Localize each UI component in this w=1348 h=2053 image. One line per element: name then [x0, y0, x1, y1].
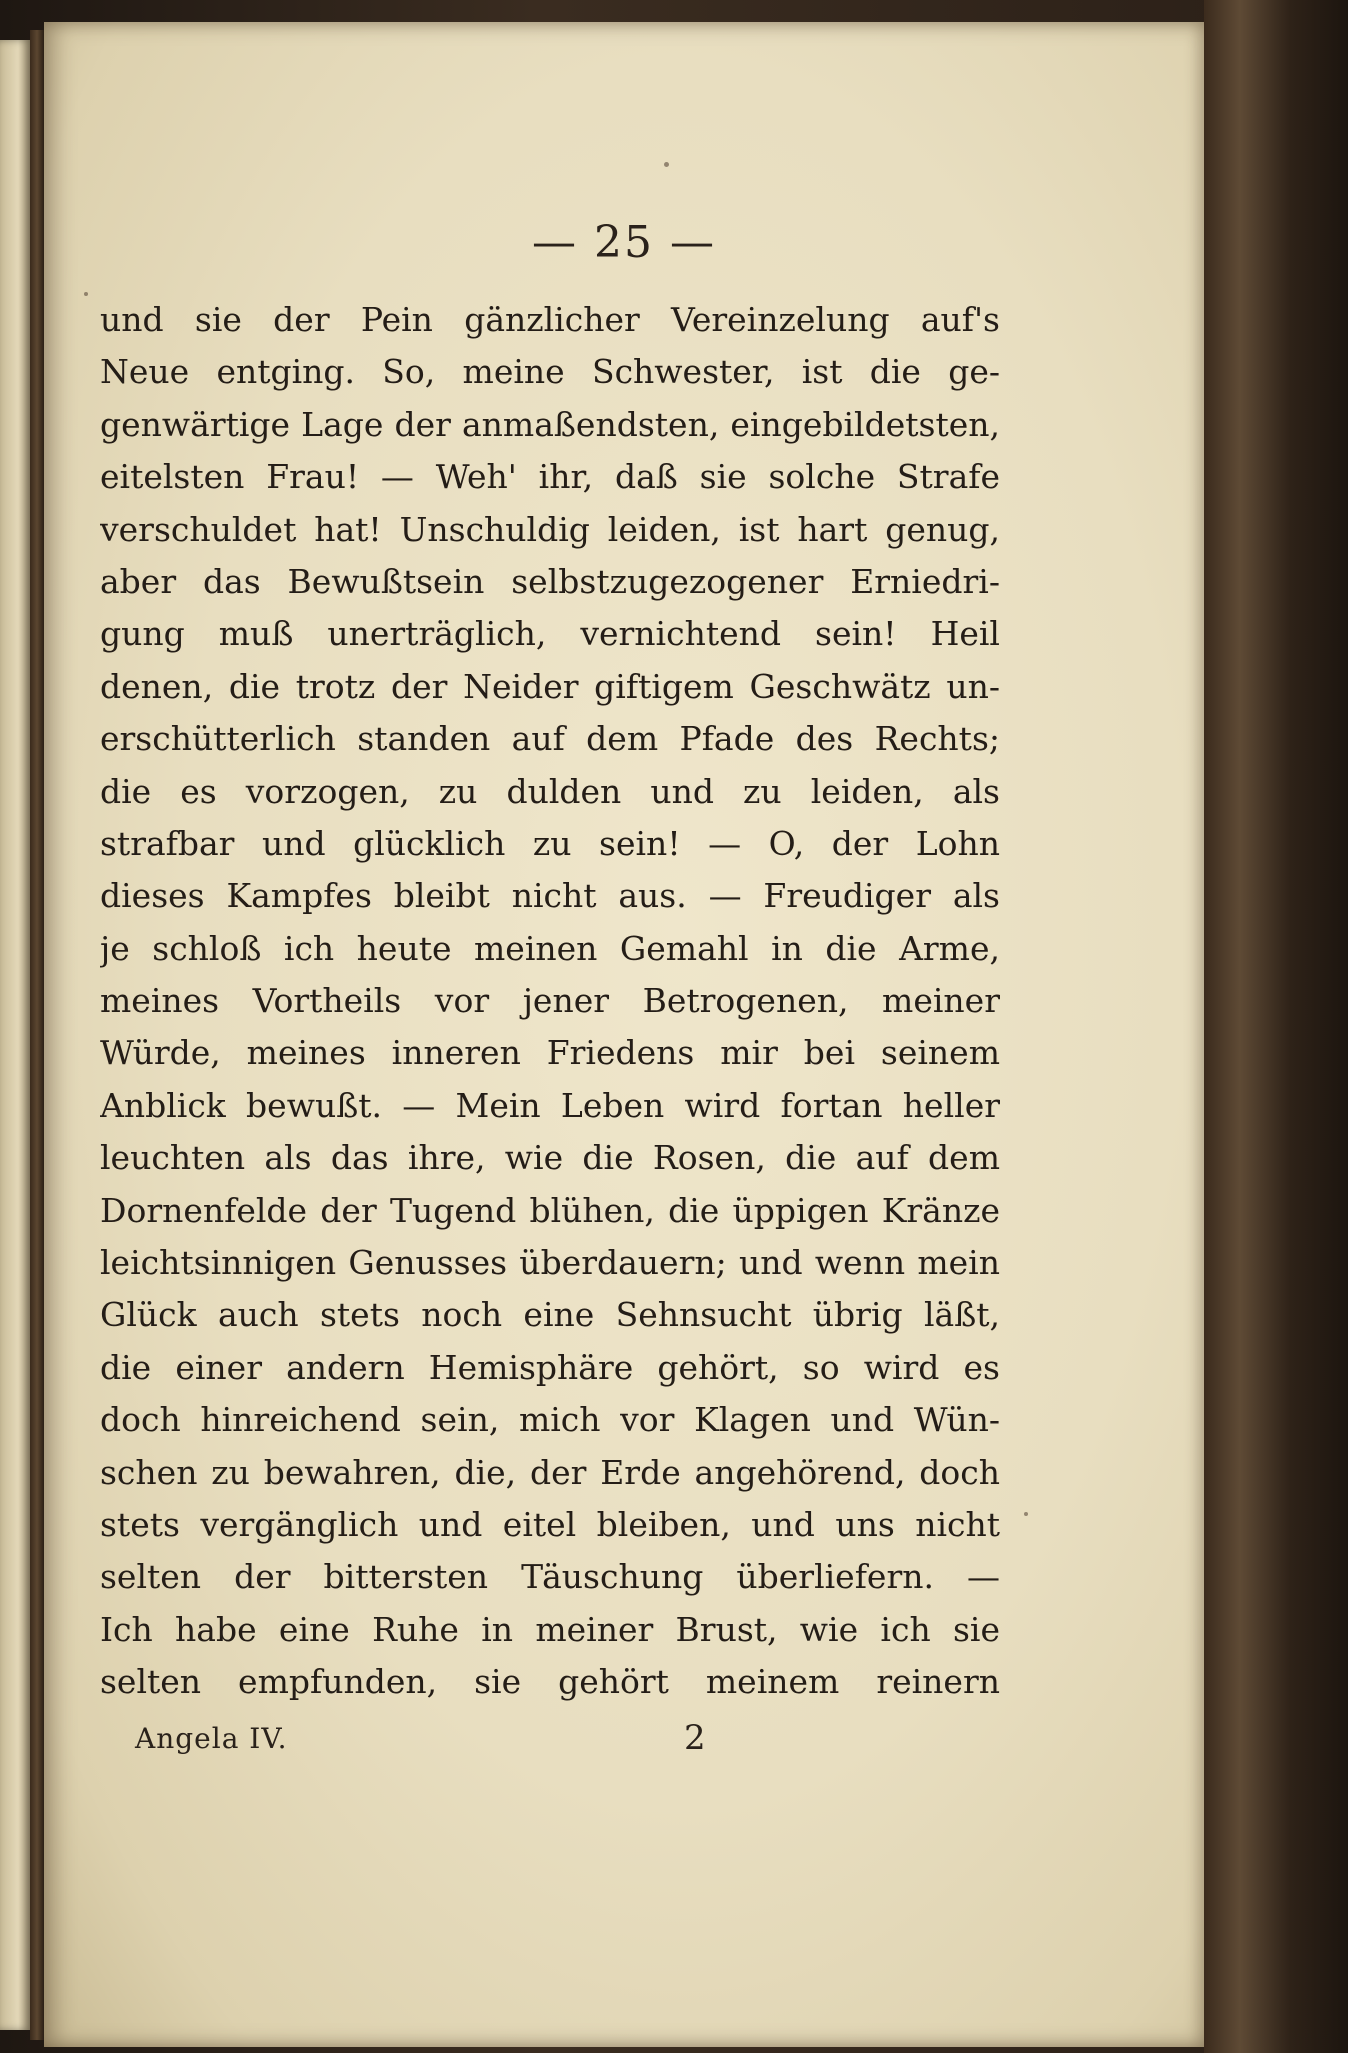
facing-page-edge: [0, 40, 30, 2030]
text-line: erschütterlich standen auf dem Pfade des Rechts;: [100, 719, 1000, 759]
text-line: verschuldet hat! Unschuldig leiden, ist hart genug,: [100, 509, 1000, 549]
text-line: Glück auch stets noch eine Sehnsucht übrig läßt,: [100, 1295, 1000, 1335]
text-line: strafbar und glücklich zu sein! — O, der Lohn: [100, 823, 1000, 863]
text-line: genwärtige Lage der anmaßendsten, eingebildetsten,: [100, 404, 1000, 444]
page-number: — 25 —: [532, 217, 716, 268]
text-line: stets vergänglich und eitel bleiben, und uns nicht: [100, 1504, 1000, 1544]
text-line: je schloß ich heute meinen Gemahl in die Arme,: [100, 928, 1000, 968]
paper-speck: [664, 162, 669, 167]
text-line: die einer andern Hemisphäre gehört, so wird es: [100, 1347, 1000, 1387]
text-line: Ich habe eine Ruhe in meiner Brust, wie ich sie: [100, 1609, 1000, 1649]
book-binding: [30, 30, 44, 2040]
text-line: gung muß unerträglich, vernichtend sein! Heil: [100, 614, 1000, 654]
paper-speck: [84, 292, 88, 296]
text-line: dieses Kampfes bleibt nicht aus. — Freudiger als: [100, 876, 1000, 916]
text-line: selten der bittersten Täuschung überliefern. —: [100, 1557, 1000, 1597]
text-line: Anblick bewußt. — Mein Leben wird fortan heller: [100, 1085, 1000, 1125]
text-line: Dornenfelde der Tugend blühen, die üppigen Kränze: [100, 1190, 1000, 1230]
text-line: doch hinreichend sein, mich vor Klagen und Wün-: [100, 1400, 1000, 1440]
text-line: leuchten als das ihre, wie die Rosen, die auf dem: [100, 1138, 1000, 1178]
text-line: leichtsinnigen Genusses überdauern; und wenn mein: [100, 1243, 1000, 1283]
text-line: die es vorzogen, zu dulden und zu leiden, als: [100, 771, 1000, 811]
text-line: aber das Bewußtsein selbstzugezogener Erniedri-: [100, 561, 1000, 601]
text-line: selten empfunden, sie gehört meinem reinern: [100, 1662, 1000, 1702]
printer-signature: Angela IV.: [135, 1722, 288, 1755]
text-line: meines Vortheils vor jener Betrogenen, meiner: [100, 981, 1000, 1021]
text-line: eitelsten Frau! — Weh' ihr, daß sie solche Strafe: [100, 457, 1000, 497]
text-line: Neue entging. So, meine Schwester, ist die ge-: [100, 352, 1000, 392]
text-line: denen, die trotz der Neider giftigem Geschwätz un-: [100, 666, 1000, 706]
text-line: Würde, meines inneren Friedens mir bei seinem: [100, 1033, 1000, 1073]
page-body-text: [100, 294, 1000, 1709]
book-page: [44, 22, 1204, 2047]
paper-speck: [1024, 1512, 1028, 1516]
text-line: und sie der Pein gänzlicher Vereinzelung auf's: [100, 300, 1000, 339]
page-footer: [100, 1718, 1000, 1772]
book-cover-edge: [1204, 0, 1348, 2053]
sheet-number: 2: [684, 1718, 706, 1758]
text-line: schen zu bewahren, die, der Erde angehörend, doch: [100, 1452, 1000, 1492]
